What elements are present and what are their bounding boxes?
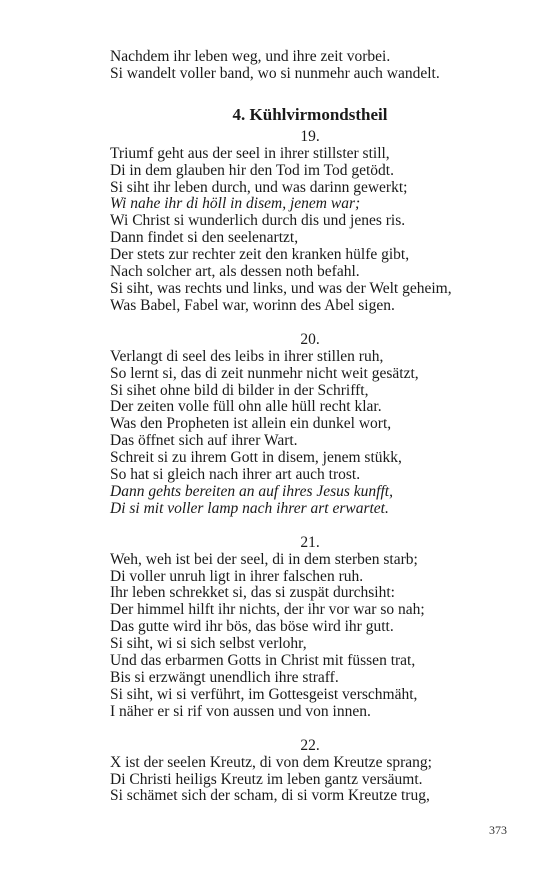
stanza-gap — [110, 721, 510, 738]
poem-line: So hat si gleich nach ihrer art auch trost. — [110, 466, 361, 484]
poem-line: Bis si erzwängt unendlich ihre straff. — [110, 669, 339, 686]
poem-line: Dann findet si den seelenartzt, — [110, 229, 299, 247]
poem-line: Verlangt di seel des leibs in ihrer stillen ruh, — [110, 347, 384, 365]
page-number: 373 — [489, 823, 507, 837]
stanza-number: 22. — [300, 736, 320, 754]
poem-line: Und das erbarmen Gotts in Christ mit füssen trat, — [110, 652, 416, 670]
poem-line: Si siht, wi si sich selbst verlohr, — [110, 635, 307, 653]
stanza — [110, 535, 510, 721]
stanza-list — [110, 129, 510, 806]
poem-line: Das öffnet sich auf ihrer Wart. — [110, 432, 298, 450]
poem-line: Weh, weh ist bei der seel, di in dem sterben starb; — [110, 550, 418, 568]
poem-line: Dann gehts bereiten an auf ihres Jesus kunfft, — [110, 482, 393, 500]
poem-line: Wi nahe ihr di höll in disem, jenem war; — [110, 195, 361, 213]
poem-line: Schreit si zu ihrem Gott in disem, jenem stükk, — [110, 449, 402, 467]
poem-line: Di in dem glauben hir den Tod im Tod getödt. — [110, 161, 394, 179]
poem-line: Was Babel, Fabel war, worinn des Abel sigen. — [110, 296, 395, 314]
poem-line: Si schämet sich der scham, di si vorm Kreutze trug, — [110, 787, 430, 805]
poem-line: Si siht ihr leben durch, und was darinn gewerkt; — [110, 178, 408, 196]
section-title: 4. Kühlvirmondstheil — [232, 104, 388, 124]
poem-line: Di Christi heiligs Kreutz im leben gantz versäumt. — [110, 770, 423, 788]
stanza-number: 20. — [300, 330, 320, 348]
stanza-number: 21. — [300, 533, 320, 551]
stanza-gap — [110, 518, 510, 535]
stanza — [110, 129, 510, 315]
poem-line: Si siht, was rechts und links, und was der Welt geheim, — [110, 279, 452, 297]
poem-line: So lernt si, das di zeit nunmehr nicht weit gesätzt, — [110, 364, 419, 382]
stanza-gap — [110, 315, 510, 332]
poem-line: Das gutte wird ihr bös, das böse wird ihr gutt. — [110, 618, 394, 636]
poem-line: Ihr leben schrekket si, das si zuspät durchsiht: — [110, 584, 395, 602]
stanza — [110, 738, 510, 806]
stanza-number: 19. — [300, 127, 320, 145]
poem-line: Di si mit voller lamp nach ihrer art erwartet. — [110, 499, 389, 517]
poem-line: X ist der seelen Kreutz, di von dem Kreutze sprang; — [110, 753, 432, 771]
stanza — [110, 332, 510, 518]
poem-line: Der stets zur rechter zeit den kranken hülfe gibt, — [110, 246, 410, 264]
poem-line: Was den Propheten ist allein ein dunkel wort, — [110, 415, 392, 433]
poem-line: I näher er si rif von aussen und von innen. — [110, 702, 371, 720]
poem-line: Di voller unruh ligt in ihrer falschen ruh. — [110, 567, 364, 585]
poem-line: Si wandelt voller band, wo si nunmehr auch wandelt. — [110, 64, 440, 82]
poem-line: Nach solcher art, als dessen noth befahl. — [110, 263, 360, 281]
poem-line: Si siht, wi si verführt, im Gottesgeist verschmäht, — [110, 685, 418, 703]
intro-lines — [110, 49, 510, 83]
page-body — [110, 49, 510, 805]
poem-line: Nachdem ihr leben weg, und ihre zeit vorbei. — [110, 48, 391, 65]
poem-line: Triumf geht aus der seel in ihrer stillster still, — [110, 144, 390, 162]
poem-line: Der himmel hilft ihr nichts, der ihr vor war so nah; — [110, 601, 425, 619]
poem-line: Wi Christ si wunderlich durch dis und jenes ris. — [110, 212, 406, 230]
poem-line: Der zeiten volle füll ohn alle hüll recht klar. — [110, 398, 382, 416]
poem-line: Si sihet ohne bild di bilder in der Schrifft, — [110, 381, 369, 399]
